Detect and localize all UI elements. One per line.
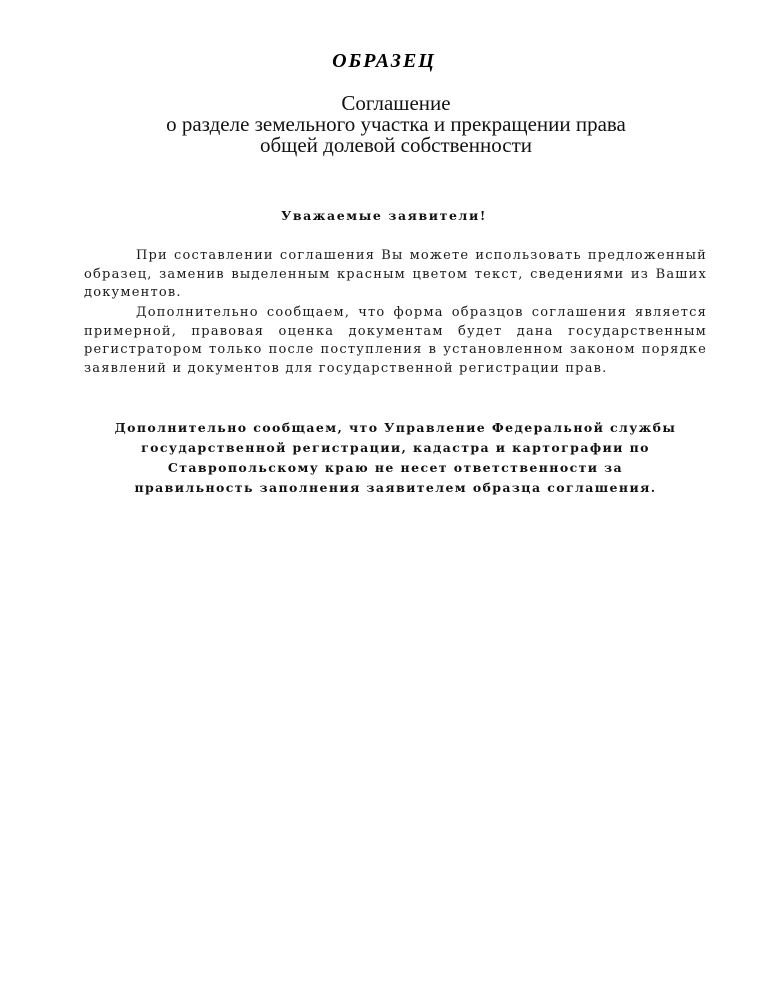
paragraph-text: Дополнительно сообщаем, что форма образцов соглашения является примерной, правовая оценка документам будет дана государственным регистратором только после поступления в установленном законом порядке заявлений и документов для государственной регистрации прав. bbox=[84, 305, 707, 376]
title-line: общей долевой собственности bbox=[260, 133, 532, 157]
greeting-heading: Уважаемые заявители! bbox=[281, 208, 487, 223]
sample-stamp-heading: ОБРАЗЕЦ bbox=[332, 50, 436, 72]
instruction-paragraph bbox=[84, 247, 707, 303]
title-line: о разделе земельного участка и прекращении права bbox=[166, 112, 626, 136]
disclaimer-paragraph bbox=[84, 304, 707, 378]
notice-line: Ставропольскому краю не несет ответственности за bbox=[167, 460, 624, 475]
notice-line: государственной регистрации, кадастра и картографии по bbox=[141, 440, 650, 455]
paragraph-text: При составлении соглашения Вы можете использовать предложенный образец, заменив выделенным красным цветом текст, сведениями из Ваших документов. bbox=[84, 248, 707, 300]
title-line: Соглашение bbox=[341, 91, 451, 115]
responsibility-notice bbox=[84, 418, 707, 498]
agreement-title bbox=[100, 93, 692, 156]
notice-line: правильность заполнения заявителем образца соглашения. bbox=[134, 480, 657, 495]
notice-line: Дополнительно сообщаем, что Управление Федеральной службы bbox=[114, 420, 677, 435]
